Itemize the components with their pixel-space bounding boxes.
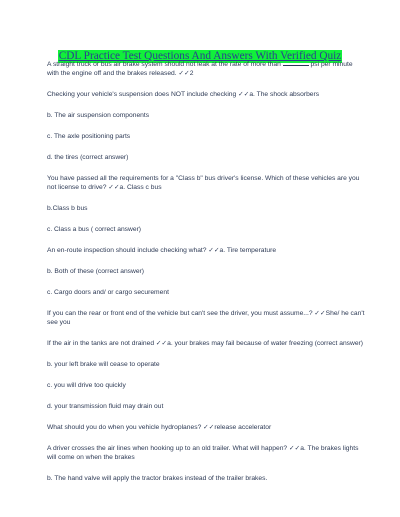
paragraph-16: What should you do when you vehicle hydroplanes? ✓✓release accelerator [47,424,272,431]
paragraph-10: c. Cargo doors and/ or cargo securement [47,289,169,296]
paragraph-7: c. Class a bus ( correct answer) [47,226,142,233]
paragraph-15: d. your transmission fluid may drain out [47,403,164,410]
paragraph-13: b. your left brake will cease to operate [47,361,160,368]
paragraph-text: A straight truck or bus air brake system should not leak at the rate of more than [47,61,281,68]
paragraph-6: b.Class b bus [47,205,88,212]
paragraph-1: Checking your vehicle's suspension does NOT include checking ✓✓a. The shock absorbers [47,91,320,98]
paragraph-18: b. The hand valve will apply the tractor brakes instead of the trailer brakes. [47,475,268,482]
document-body [47,59,365,483]
paragraph-text: psi per minute with the engine off and the brakes released. ✓✓2 [47,61,353,77]
paragraph-17: A driver crosses the air lines when hooking up to an old trailer. What will happen? ✓✓a. The brakes lights will come on when the brakes [47,445,359,461]
paragraph-12: If the air in the tanks are not drained ✓✓a. your brakes may fail because of water freezing (correct answer) [47,340,364,347]
paragraph-5: You have passed all the requirements for a "Class b" bus driver's license. Which of these vehicles are you not license to drive? ✓✓a. Class c bus [47,175,360,191]
document-title: CDL Practice Test Questions And Answers With Verified Quiz [58,50,342,62]
paragraph-11: If you can the rear or front end of the vehicle but can't see the driver, you must assume...? ✓✓She/ he can't see you [47,310,365,326]
paragraph-9: b. Both of these (correct answer) [47,268,145,275]
paragraph-3: c. The axle positioning parts [47,133,131,140]
paragraph-4: d. the tires (correct answer) [47,154,129,161]
fill-in-blank [283,59,309,66]
paragraph-0 [47,59,365,78]
paragraph-2: b. The air suspension components [47,112,150,119]
paragraph-8: An en-route inspection should include checking what? ✓✓a. Tire temperature [47,247,277,254]
paragraph-14: c. you will drive too quickly [47,382,126,389]
